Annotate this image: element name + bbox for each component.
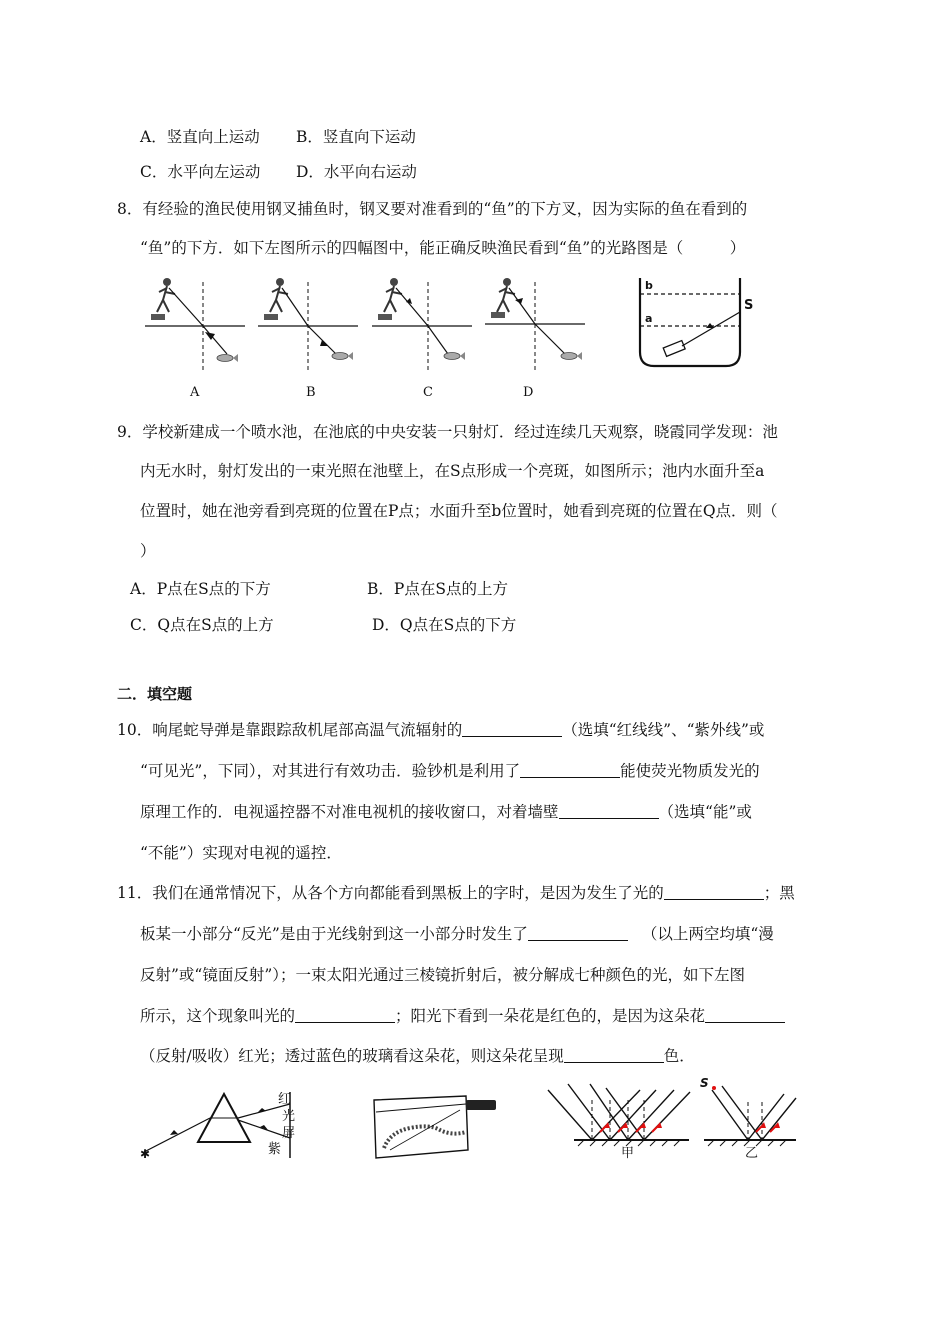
pool-label-s: S	[744, 298, 754, 313]
svg-text:✱: ✱	[140, 1147, 151, 1161]
q10-blank-2[interactable]	[520, 761, 620, 778]
reflection-label-s: S	[700, 1076, 709, 1090]
prism-label-light: 光	[282, 1109, 296, 1124]
q8-label-c: C	[423, 385, 433, 400]
q11-line1-b: ；黑	[763, 884, 795, 902]
q11-line5-b: 色．	[663, 1047, 695, 1065]
q8-label-a: A	[190, 385, 200, 400]
q9-option-b: B．P点在S点的上方	[367, 580, 508, 598]
section-title: 二．填空题	[117, 685, 193, 703]
q10-line4: “不能”）实现对电视的遥控．	[140, 844, 342, 862]
q8-text-line1: 8．有经验的渔民使用钢叉捕鱼时，钢叉要对准看到的“鱼”的下方叉，因为实际的鱼在看到的	[117, 200, 748, 218]
q8-label-b: B	[306, 385, 316, 400]
q10-line3-a: 原理工作的．电视遥控器不对准电视机的接收窗口，对着墙壁	[140, 803, 559, 821]
pool-diagram	[636, 276, 754, 370]
q11-line2	[140, 924, 774, 944]
q11-line1-a: 11．我们在通常情况下，从各个方向都能看到黑板上的字时，是因为发生了光的	[117, 884, 664, 902]
q8-diagram-c	[372, 274, 477, 370]
q10-line1-b: （选填“红线线”、“紫外线”或	[562, 721, 765, 739]
q11-line2-b: （以上两空均填“漫	[641, 925, 774, 943]
reflection-label-right: 乙	[745, 1146, 759, 1161]
q9-option-c: C．Q点在S点的上方	[130, 616, 274, 634]
q9-text-line4: ）	[140, 542, 156, 560]
q11-line5	[140, 1046, 695, 1066]
q9-text-line3: 位置时，她在池旁看到亮斑的位置在P点；水面升至b位置时，她看到亮斑的位置在Q点．则（	[140, 502, 778, 520]
q8-diagram-a	[145, 274, 250, 370]
q8-diagram-b	[258, 274, 363, 370]
q10-line2-a: “可见光”，下同），对其进行有效功击．验钞机是利用了	[140, 762, 521, 780]
q11-line4-a: 所示，这个现象叫光的	[140, 1007, 296, 1025]
prism-label-screen: 屏	[282, 1126, 296, 1141]
q11-line1	[117, 883, 795, 903]
q9-option-d: D．Q点在S点的下方	[372, 616, 517, 634]
q8-label-d: D	[523, 385, 534, 400]
q7-option-b: B．竖直向下运动	[296, 128, 416, 146]
q9-option-a: A．P点在S点的下方	[130, 580, 271, 598]
reflection-diagram-right	[700, 1080, 800, 1148]
q11-line4	[140, 1006, 785, 1026]
prism-label-red: 红	[278, 1092, 292, 1107]
q8-text-line2: “鱼”的下方．如下左图所示的四幅图中，能正确反映渔民看到“鱼”的光路图是（ ）	[140, 239, 746, 257]
reflection-diagram-left	[544, 1080, 694, 1148]
q7-option-d: D．水平向右运动	[296, 163, 417, 181]
q10-line1-a: 10．响尾蛇导弹是靠跟踪敌机尾部高温气流辐射的	[117, 721, 463, 739]
q7-option-a: A．竖直向上运动	[140, 128, 260, 146]
q11-line3: 反射”或“镜面反射”）；一束太阳光通过三棱镜折射后，被分解成七种颜色的光，如下左图	[140, 966, 746, 984]
q11-line5-a: （反射/吸收）红光；透过蓝色的玻璃看这朵花，则这朵花呈现	[140, 1047, 564, 1065]
pool-label-b: b	[645, 279, 653, 292]
q11-blank-1[interactable]	[664, 883, 764, 900]
q10-line3-b: （选填“能”或	[658, 803, 752, 821]
q11-blank-4[interactable]	[705, 1006, 785, 1023]
q10-line3	[140, 802, 752, 822]
q10-blank-3[interactable]	[559, 802, 659, 819]
banknote-diagram	[370, 1088, 500, 1160]
q8-diagram-d	[485, 274, 590, 370]
q7-option-c: C．水平向左运动	[140, 163, 261, 181]
q9-text-line1: 9．学校新建成一个喷水池，在池底的中央安装一只射灯．经过连续几天观察，晓霞同学发现：池	[117, 423, 778, 441]
q11-line2-a: 板某一小部分“反光”是由于光线射到这一小部分时发生了	[140, 925, 528, 943]
q10-blank-1[interactable]	[462, 720, 562, 737]
q11-blank-5[interactable]	[564, 1046, 664, 1063]
q10-line2	[140, 761, 760, 781]
q10-line1	[117, 720, 764, 740]
pool-label-a: a	[645, 312, 653, 325]
q11-blank-3[interactable]	[295, 1006, 395, 1023]
q11-blank-2[interactable]	[528, 924, 628, 941]
q10-line2-b: 能使荧光物质发光的	[620, 762, 760, 780]
q9-text-line2: 内无水时，射灯发出的一束光照在池壁上，在S点形成一个亮斑，如图所示；池内水面升至a	[140, 462, 765, 480]
prism-label-violet: 紫	[268, 1142, 282, 1157]
reflection-label-left: 甲	[621, 1146, 635, 1161]
q11-line4-b: ；阳光下看到一朵花是红色的，是因为这朵花	[395, 1007, 706, 1025]
